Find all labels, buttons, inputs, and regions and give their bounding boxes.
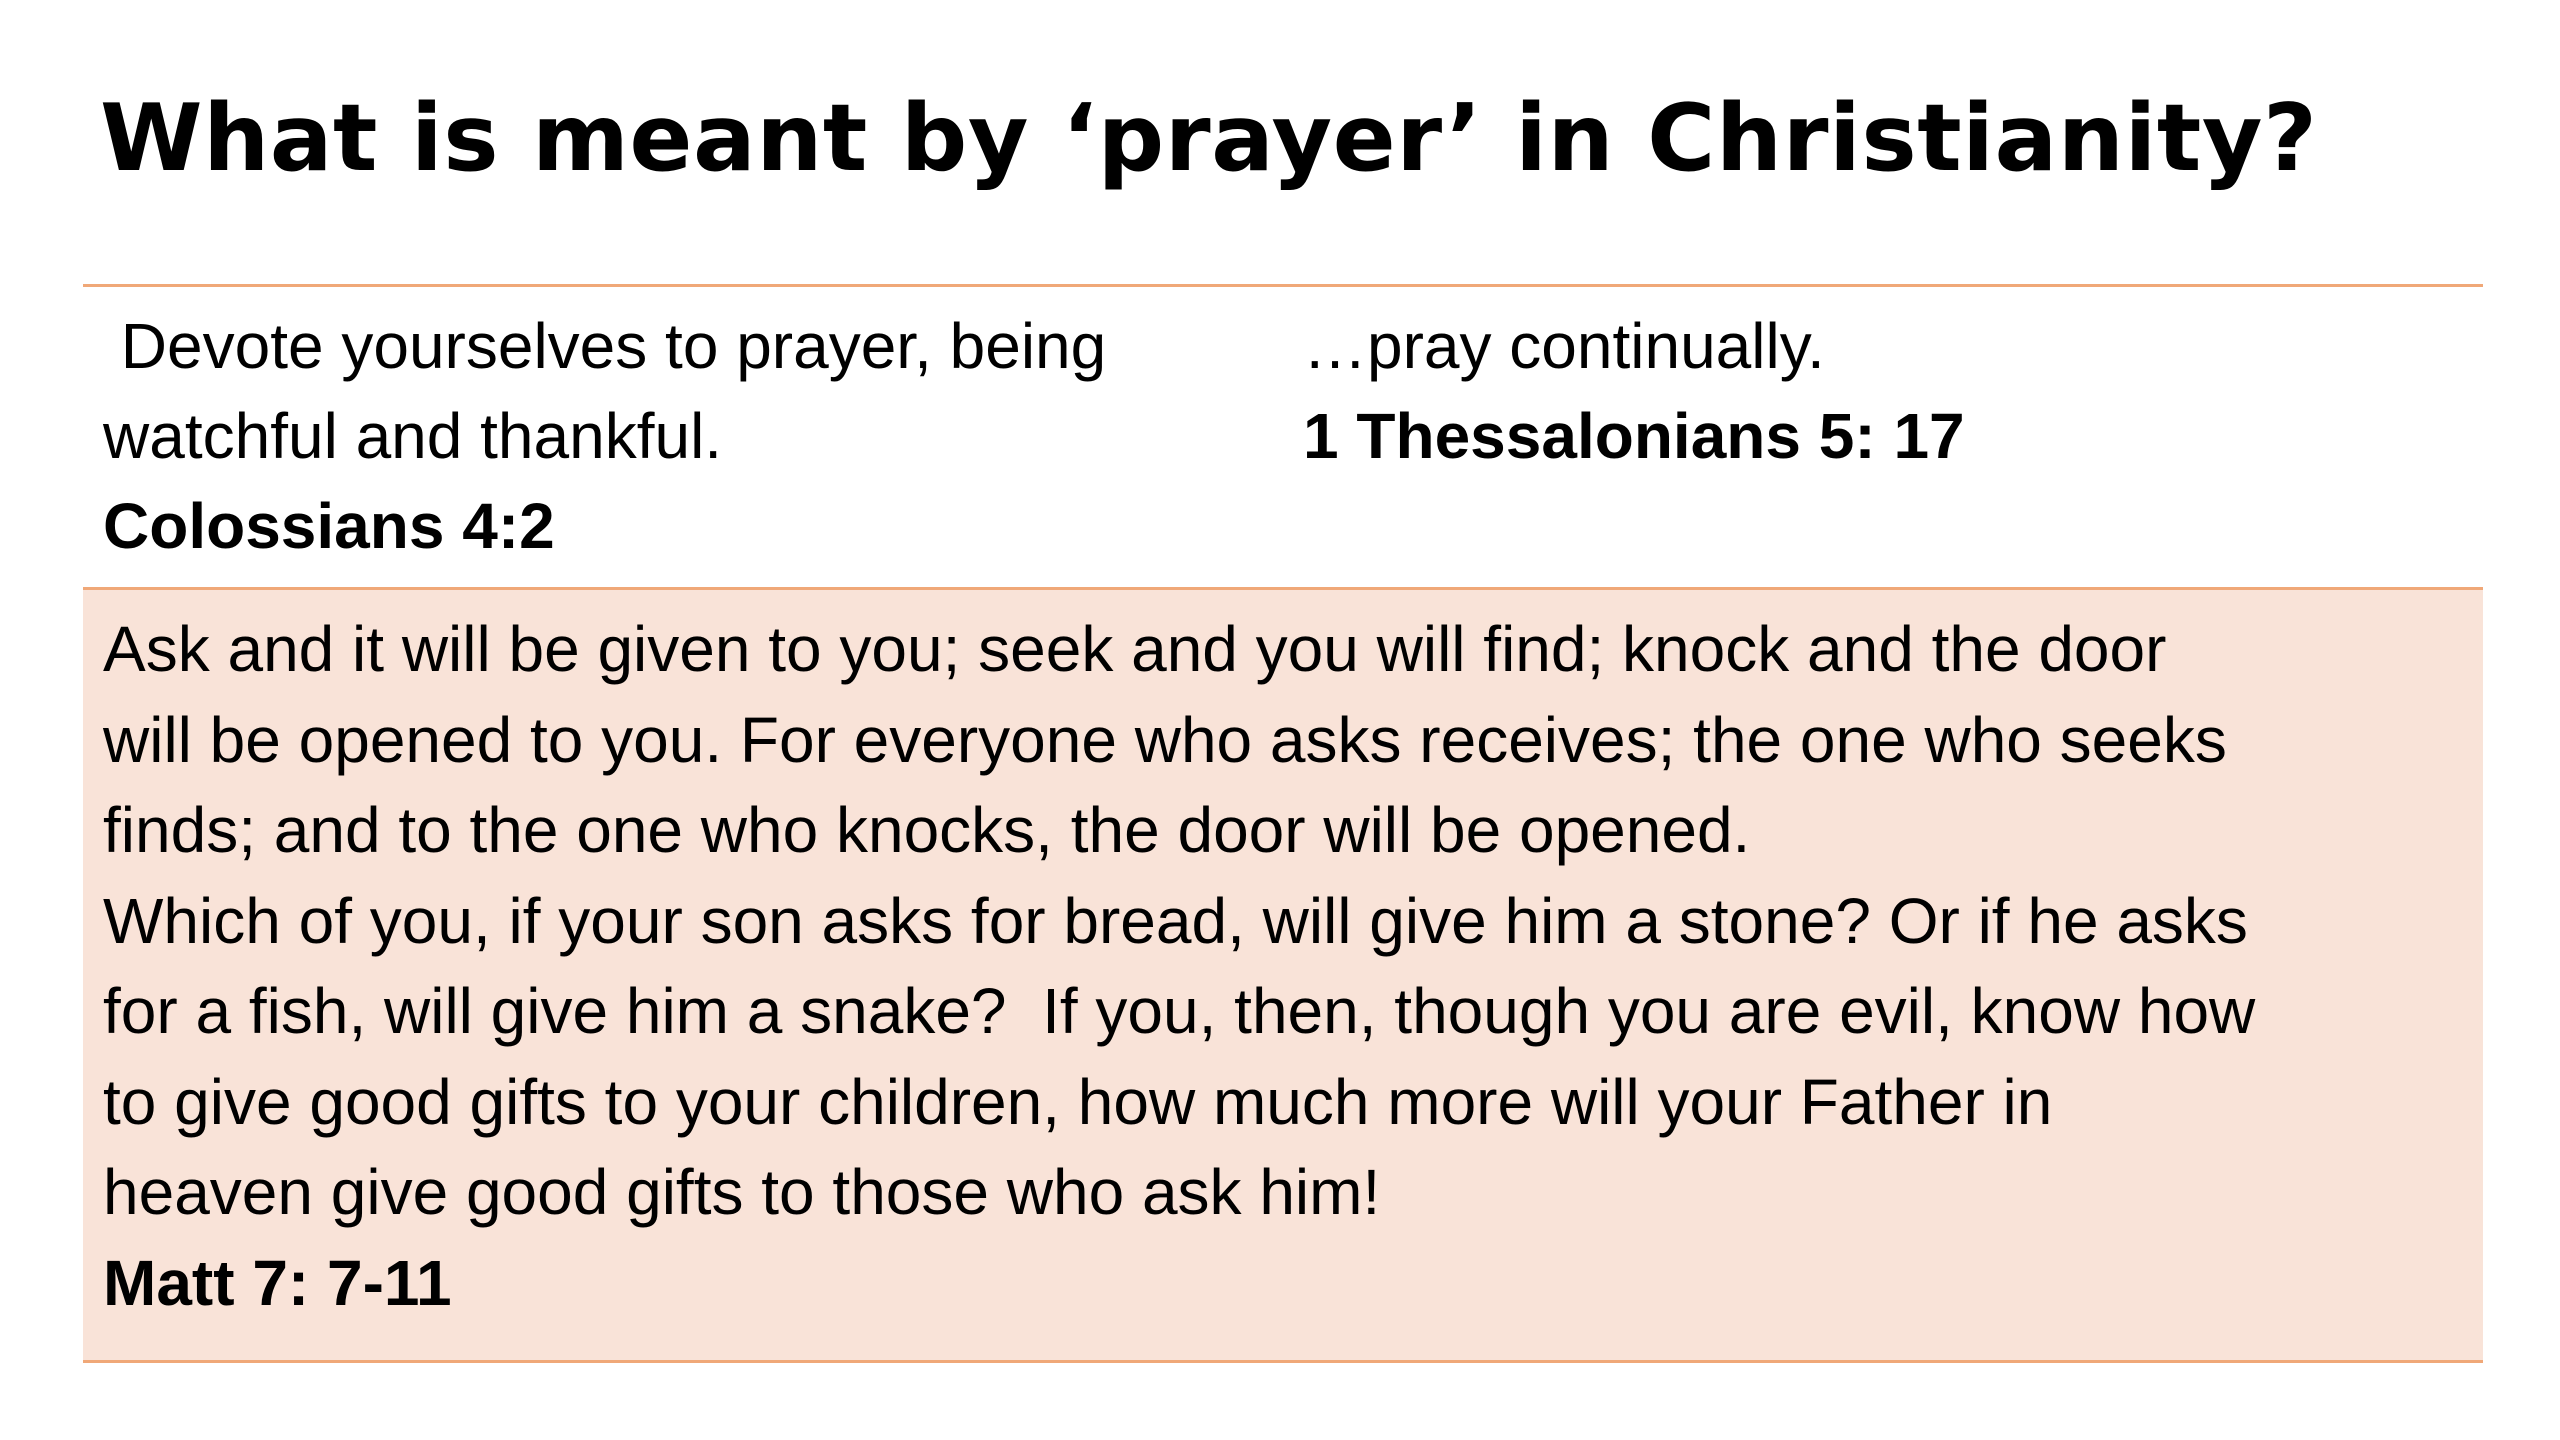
quote-line: finds; and to the one who knocks, the door will be opened. [103, 794, 1751, 866]
quote-line: to give good gifts to your children, how much more will your Father in [103, 1065, 2053, 1138]
quote-line: will be opened to you. For everyone who asks receives; the one who seeks [103, 703, 2227, 776]
quote-matthew [103, 590, 2255, 1328]
quote-thessalonians [1303, 287, 1965, 481]
quote-row-top [83, 284, 2483, 590]
quote-colossians [103, 287, 1106, 571]
quote-line: for a fish, will give him a snake? If you, then, though you are evil, know how [103, 975, 2256, 1047]
quote-reference: Matt 7: 7-11 [103, 1246, 452, 1319]
quote-line: Ask and it will be given to you; seek and you will find; knock and the door [103, 613, 2167, 685]
quote-line: Which of you, if your son asks for bread, will give him a stone? Or if he asks [103, 884, 2248, 957]
quote-line: Devote yourselves to prayer, being [103, 310, 1107, 382]
quote-line: …pray continually. [1303, 310, 1825, 382]
quote-table [83, 284, 2483, 1363]
quote-row-bottom [83, 590, 2483, 1363]
quote-reference: 1 Thessalonians 5: 17 [1303, 400, 1965, 472]
quote-line: heaven give good gifts to those who ask him! [103, 1156, 1381, 1228]
slide-title: What is meant by ‘prayer’ in Christianity? [100, 84, 2318, 192]
quote-line: watchful and thankful. [103, 400, 723, 472]
quote-reference: Colossians 4:2 [103, 490, 555, 562]
